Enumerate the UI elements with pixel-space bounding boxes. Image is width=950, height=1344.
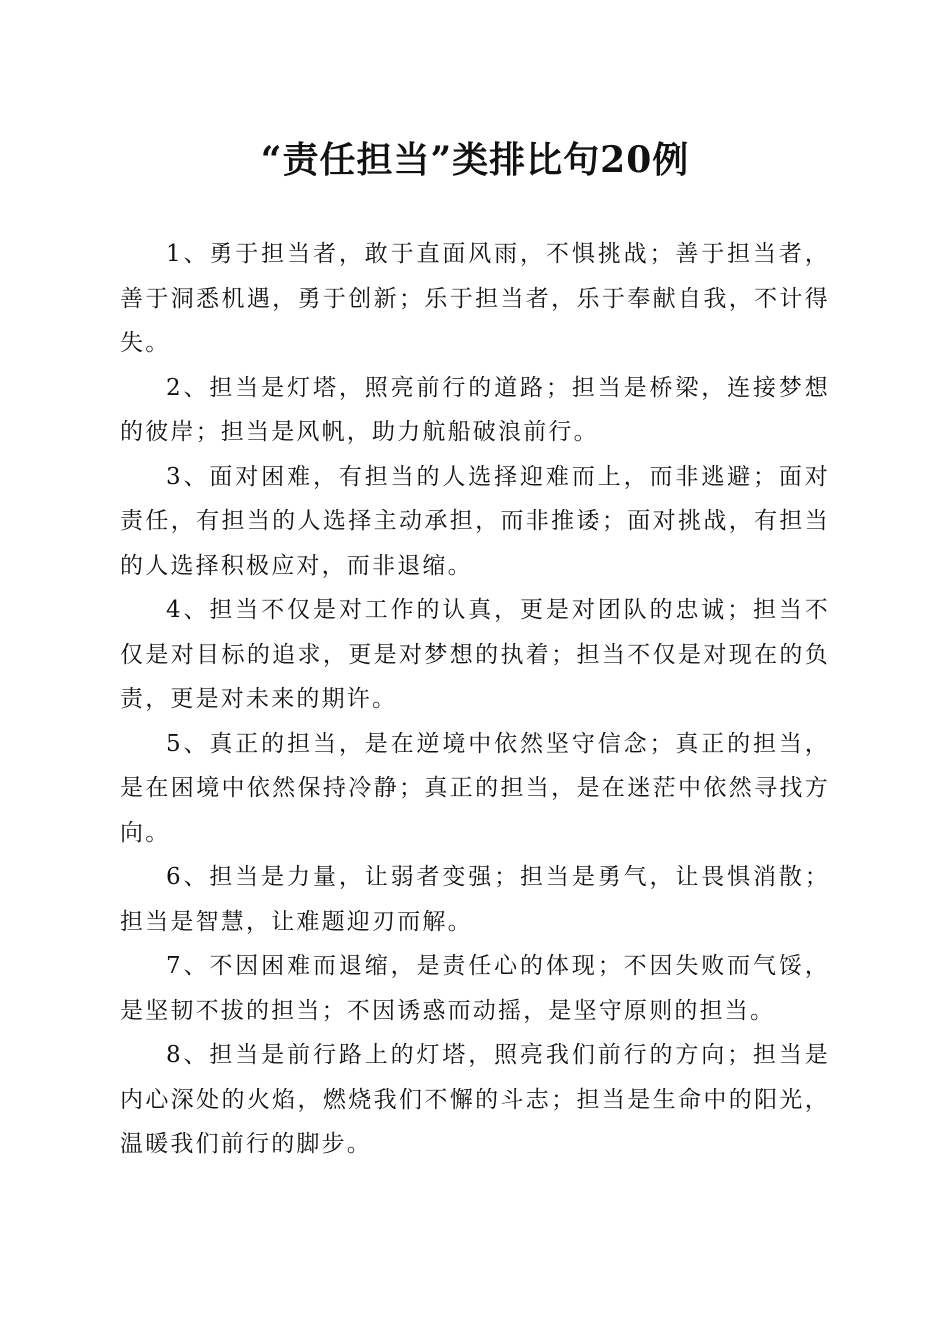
paragraph-4: 4、担当不仅是对工作的认真，更是对团队的忠诚；担当不仅是对目标的追求，更是对梦想的执着；担当不仅是对现在的负责，更是对未来的期许。 <box>120 597 830 712</box>
paragraph-5: 5、真正的担当，是在逆境中依然坚守信念；真正的担当，是在困境中依然保持冷静；真正的担当，是在迷茫中依然寻找方向。 <box>120 730 830 846</box>
paragraph-6: 6、担当是力量，让弱者变强；担当是勇气，让畏惧消散；担当是智慧，让难题迎刃而解。 <box>120 864 830 935</box>
paragraph-8: 8、担当是前行路上的灯塔，照亮我们前行的方向；担当是内心深处的火焰，燃烧我们不懈的斗志；担当是生命中的阳光，温暖我们前行的脚步。 <box>120 1042 830 1157</box>
paragraph-2: 2、担当是灯塔，照亮前行的道路；担当是桥梁，连接梦想的彼岸；担当是风帆，助力航船破浪前行。 <box>120 374 830 445</box>
paragraph-7: 7、不因困难而退缩，是责任心的体现；不因失败而气馁，是坚韧不拔的担当；不因诱惑而动摇，是坚守原则的担当。 <box>120 953 830 1024</box>
paragraph-3: 3、面对困难，有担当的人选择迎难而上，而非逃避；面对责任，有担当的人选择主动承担，而非推诿；面对挑战，有担当的人选择积极应对，而非退缩。 <box>120 463 830 579</box>
document-title: “责任担当”类排比句20例 <box>260 139 690 181</box>
document-body <box>120 232 830 1167</box>
paragraph-1: 1、勇于担当者，敢于直面风雨，不惧挑战；善于担当者，善于洞悉机遇，勇于创新；乐于担当者，乐于奉献自我，不计得失。 <box>120 241 830 356</box>
